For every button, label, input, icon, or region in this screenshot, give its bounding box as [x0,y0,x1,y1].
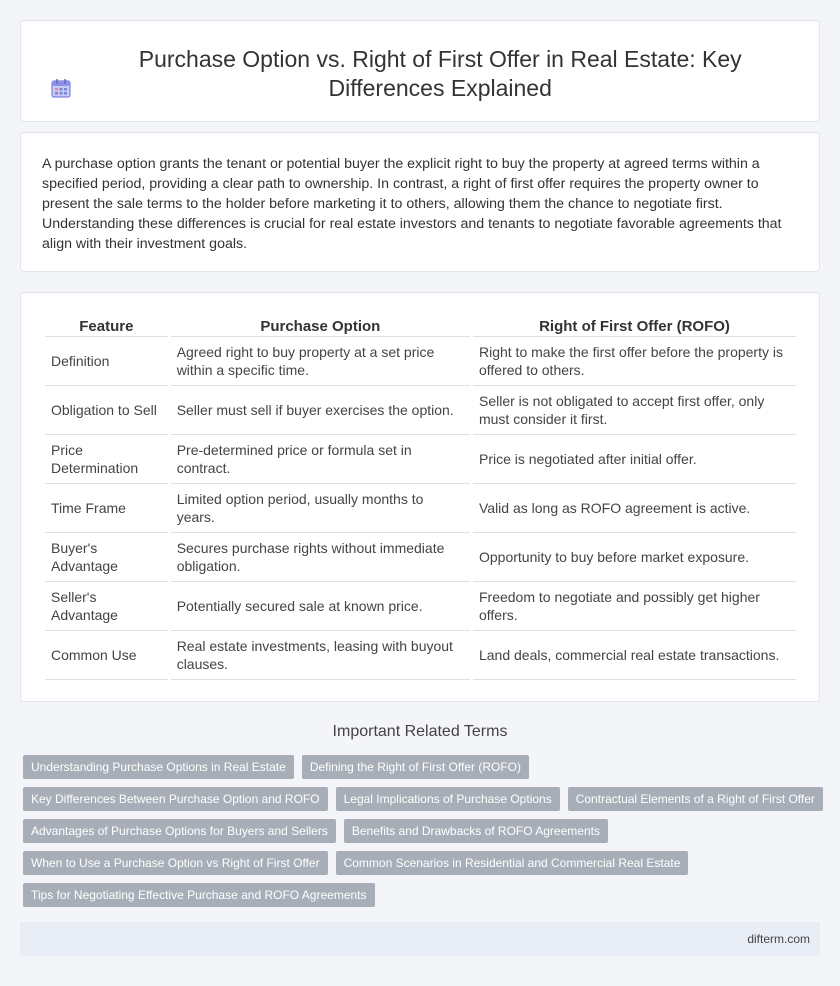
page-title: Purchase Option vs. Right of First Offer in Real Estate: Key Differences Explained [138,46,742,101]
purchase-option-cell: Seller must sell if buyer exercises the option. [171,386,470,435]
site-name[interactable]: difterm.com [747,932,810,946]
comparison-card [20,292,820,702]
purchase-option-cell: Pre-determined price or formula set in contract. [171,435,470,484]
rofo-cell: Right to make the first offer before the property is offered to others. [473,337,796,386]
rofo-cell: Land deals, commercial real estate transactions. [473,631,796,680]
related-terms-list [23,755,823,907]
related-term-link[interactable]: Legal Implications of Purchase Options [336,787,560,811]
footer [20,922,820,956]
related-term-link[interactable]: Advantages of Purchase Options for Buyers and Sellers [23,819,336,843]
feature-cell: Seller's Advantage [45,582,168,631]
purchase-option-cell: Limited option period, usually months to years. [171,484,470,533]
table-row [45,582,796,631]
related-term-link[interactable]: Common Scenarios in Residential and Commercial Real Estate [336,851,689,875]
feature-cell: Definition [45,337,168,386]
rofo-cell: Seller is not obligated to accept first offer, only must consider it first. [473,386,796,435]
feature-cell: Common Use [45,631,168,680]
purchase-option-cell: Potentially secured sale at known price. [171,582,470,631]
table-row [45,435,796,484]
purchase-option-cell: Secures purchase rights without immediate obligation. [171,533,470,582]
table-row [45,484,796,533]
related-term-link[interactable]: Key Differences Between Purchase Option and ROFO [23,787,328,811]
header-purchase-option: Purchase Option [171,315,470,337]
feature-cell: Buyer's Advantage [45,533,168,582]
related-term-link[interactable]: Defining the Right of First Offer (ROFO) [302,755,529,779]
table-header-row [45,315,796,337]
related-term-link[interactable]: Understanding Purchase Options in Real Estate [23,755,294,779]
table-row [45,631,796,680]
intro-card [20,132,820,272]
rofo-cell: Freedom to negotiate and possibly get higher offers. [473,582,796,631]
feature-cell: Obligation to Sell [45,386,168,435]
rofo-cell: Price is negotiated after initial offer. [473,435,796,484]
comparison-table [42,315,799,680]
rofo-cell: Opportunity to buy before market exposure. [473,533,796,582]
feature-cell: Time Frame [45,484,168,533]
related-term-link[interactable]: When to Use a Purchase Option vs Right of First Offer [23,851,328,875]
related-term-link[interactable]: Tips for Negotiating Effective Purchase and ROFO Agreements [23,883,375,907]
rofo-cell: Valid as long as ROFO agreement is active. [473,484,796,533]
table-row [45,533,796,582]
feature-cell: Price Determination [45,435,168,484]
intro-text: A purchase option grants the tenant or potential buyer the explicit right to buy the property at agreed terms within a specified period, providing a clear path to ownership. In contrast, a right of first offer requires the property owner to present the sale terms to the holder before marketing it to others, allowing them the chance to negotiate first. Understanding these differences is crucial for real estate investors and tenants to negotiate favorable agreements that align with their investment goals. [42,156,782,252]
title-card [20,20,820,122]
table-row [45,386,796,435]
purchase-option-cell: Real estate investments, leasing with buyout clauses. [171,631,470,680]
header-rofo: Right of First Offer (ROFO) [473,315,796,337]
purchase-option-cell: Agreed right to buy property at a set price within a specific time. [171,337,470,386]
calendar-icon [50,77,72,99]
related-term-link[interactable]: Contractual Elements of a Right of First Offer [568,787,823,811]
related-term-link[interactable]: Benefits and Drawbacks of ROFO Agreements [344,819,608,843]
table-row [45,337,796,386]
header-feature: Feature [45,315,168,337]
related-terms-heading: Important Related Terms [332,723,508,740]
